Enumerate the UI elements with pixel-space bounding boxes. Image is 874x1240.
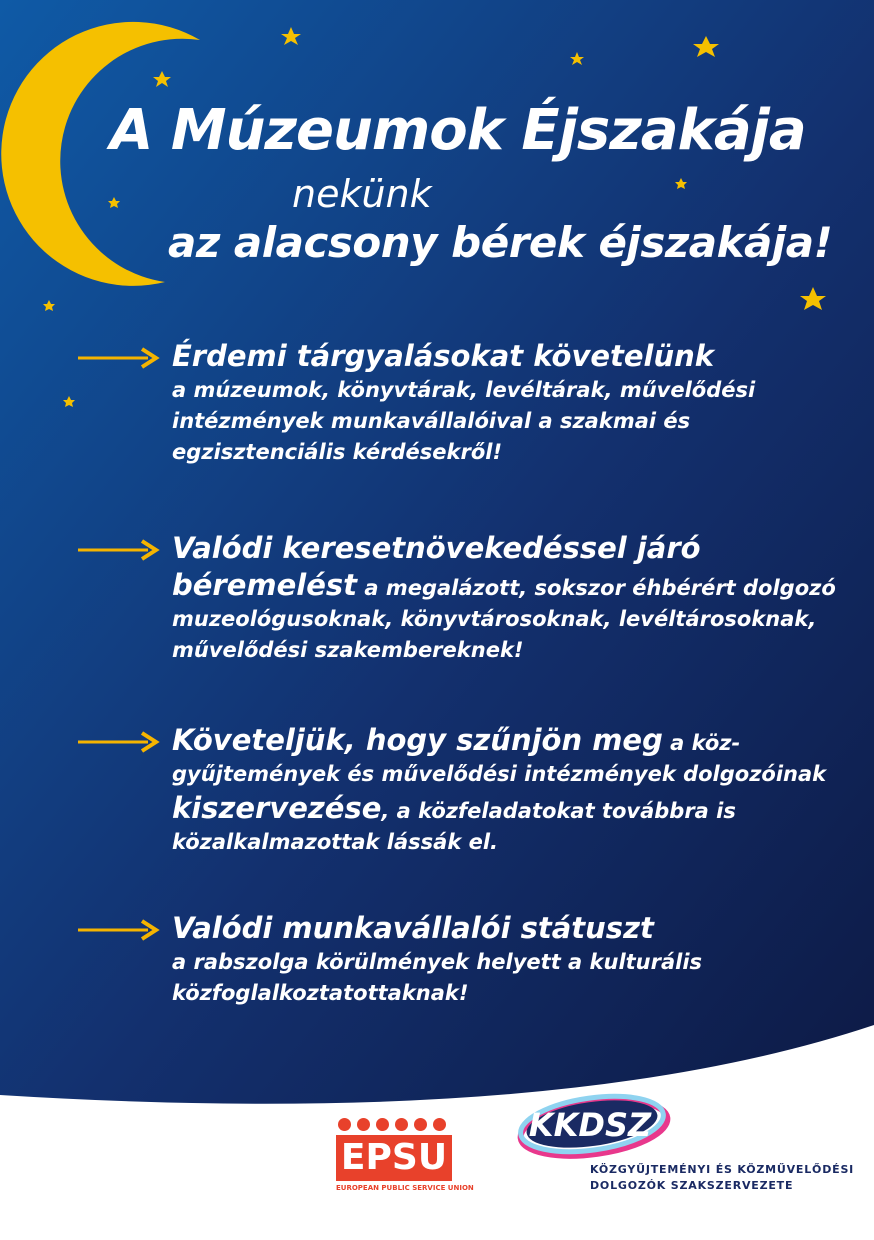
kkdsz-logo [512, 1088, 672, 1160]
demand-item-1 [78, 338, 838, 468]
demand-body: a megalázott, sokszor éhbérért dolgozó muzeológusoknak, könyvtárosoknak, levéltárosoknak, művelődési szakembereknek! [172, 576, 836, 662]
demand-body: a rabszolga körülmények helyett a kulturális közfoglalkoztatottaknak! [172, 950, 703, 1005]
demand-text [172, 722, 838, 858]
demand-headline: kiszervezése [172, 791, 382, 825]
poster-title: A Múzeumok Éjszakája [110, 98, 806, 163]
demand-item-4 [78, 910, 838, 1009]
arrow-right-icon [78, 347, 162, 369]
demand-headline: Valódi munkavállalói státuszt [172, 911, 654, 945]
arrow-right-icon [78, 731, 162, 753]
kkdsz-caption-line2: DOLGOZÓK SZAKSZERVEZETE [590, 1179, 794, 1192]
demand-headline: Követeljük, hogy szűnjön meg [172, 723, 663, 757]
poster-subtitle: nekünk [292, 172, 432, 216]
epsu-logo [336, 1118, 474, 1192]
demand-item-3 [78, 722, 838, 858]
epsu-label: EPSU [336, 1135, 452, 1181]
demand-headline: Érdemi tárgyalásokat követelünk [172, 339, 715, 373]
poster-title-line2: az alacsony bérek éjszakája! [168, 218, 833, 267]
epsu-caption: EUROPEAN PUBLIC SERVICE UNION [336, 1184, 474, 1192]
kkdsz-caption [590, 1162, 854, 1194]
demand-body: a köz-gyűjtemények és művelődési intézmények dolgozóinak [172, 731, 827, 786]
demand-text [172, 530, 838, 666]
demand-text [172, 338, 838, 468]
demand-headline: Valódi keresetnövekedéssel járó béremelést [172, 531, 701, 602]
demand-body: , a közfeladatokat továbbra is közalkalmazottak lássák el. [172, 799, 736, 854]
demand-text [172, 910, 838, 1009]
arrow-right-icon [78, 539, 162, 561]
demand-item-2 [78, 530, 838, 666]
demand-body: a múzeumok, könyvtárak, levéltárak, művelődési intézmények munkavállalóival a szakmai és egzisztenciális kérdésekről! [172, 378, 756, 464]
kkdsz-caption-line1: KÖZGYŰJTEMÉNYI ÉS KÖZMŰVELŐDÉSI [590, 1163, 855, 1176]
kkdsz-label: KKDSZ [528, 1106, 652, 1144]
arrow-right-icon [78, 919, 162, 941]
